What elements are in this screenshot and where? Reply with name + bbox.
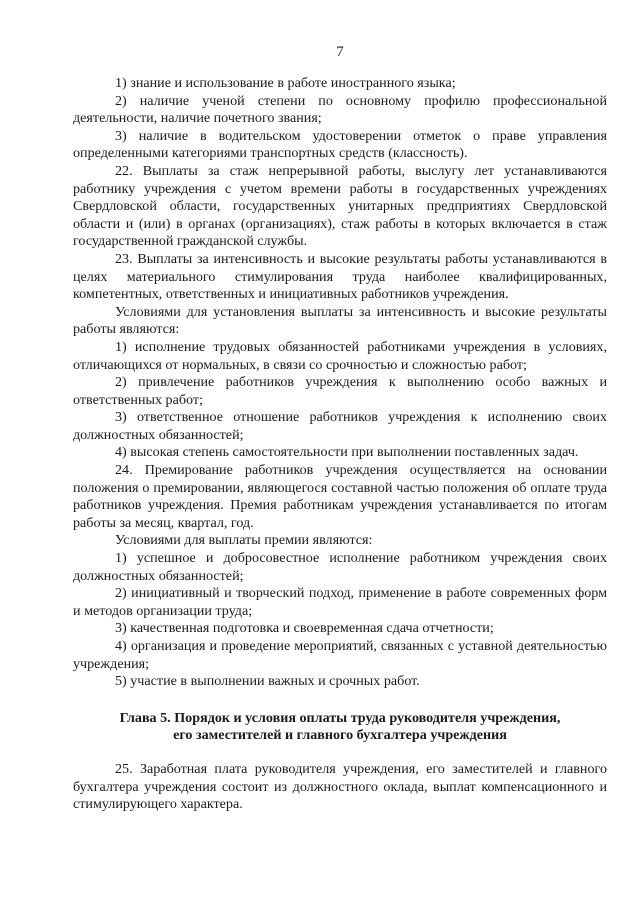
- page-number: 7: [336, 44, 344, 60]
- paragraph: 2) привлечение работников учреждения к выполнению особо важных и ответственных работ;: [73, 374, 607, 408]
- paragraph: 2) наличие ученой степени по основному профилю профессиональной деятельности, наличие почетного звания;: [73, 92, 607, 127]
- paragraph: 1) исполнение трудовых обязанностей работниками учреждения в условиях, отличающихся от нормальных, в связи со срочностью и сложностью работ;: [73, 338, 607, 373]
- paragraph: Условиями для установления выплаты за интенсивность и высокие результаты работы являются:: [73, 303, 607, 338]
- paragraph: 25. Заработная плата руководителя учреждения, его заместителей и главного бухгалтера учреждения состоит из должностного оклада, выплат компенсационного и стимулирующего характера.: [73, 760, 607, 813]
- paragraph: 24. Премирование работников учреждения осуществляется на основании положения о премировании, являющегося составной частью положения об оплате труда работников учреждения. Премия работникам учреждения устанавливается по итогам работы за месяц, квартал, год.: [73, 462, 607, 531]
- spacer: [73, 691, 607, 710]
- paragraph: 3) наличие в водительском удостоверении отметок о праве управления определенными категориями транспортных средств (классность).: [73, 127, 607, 162]
- document-page: [73, 44, 607, 814]
- paragraph: 2) инициативный и творческий подход, применение в работе современных форм и методов организации труда;: [73, 585, 607, 619]
- paragraph: 3) ответственное отношение работников учреждения к исполнению своих должностных обязанностей;: [73, 409, 607, 443]
- paragraph: 3) качественная подготовка и своевременная сдача отчетности;: [115, 620, 494, 637]
- paragraph: 23. Выплаты за интенсивность и высокие результаты работы устанавливаются в целях материального стимулирования труда наиболее квалифицированных, компетентных, ответственных и инициативных работников учреждения.: [73, 250, 607, 303]
- paragraph: 1) успешное и добросовестное исполнение работником учреждения своих должностных обязанностей;: [73, 550, 607, 584]
- chapter-heading-line: Глава 5. Порядок и условия оплаты труда руководителя учреждения,: [119, 709, 561, 726]
- spacer: [73, 745, 607, 761]
- paragraph: 5) участие в выполнении важных и срочных работ.: [115, 673, 420, 690]
- paragraph: 22. Выплаты за стаж непрерывной работы, выслугу лет устанавливаются работнику учреждения с учетом времени работы в государственных учреждениях Свердловской области, государственных унитарных предприятиях Свердловской области и (или) в органах (организациях), стаж работы в которых включается в стаж государственной гражданской службы.: [73, 162, 607, 250]
- chapter-heading-line: его заместителей и главного бухгалтера учреждения: [173, 727, 507, 744]
- paragraph: 4) организация и проведение мероприятий, связанных с уставной деятельностью учреждения;: [73, 638, 607, 672]
- paragraph: 4) высокая степень самостоятельности при выполнении поставленных задач.: [115, 444, 579, 461]
- paragraph: 1) знание и использование в работе иностранного языка;: [115, 75, 456, 91]
- chapter-heading: [73, 710, 607, 745]
- paragraph: Условиями для выплаты премии являются:: [115, 532, 373, 549]
